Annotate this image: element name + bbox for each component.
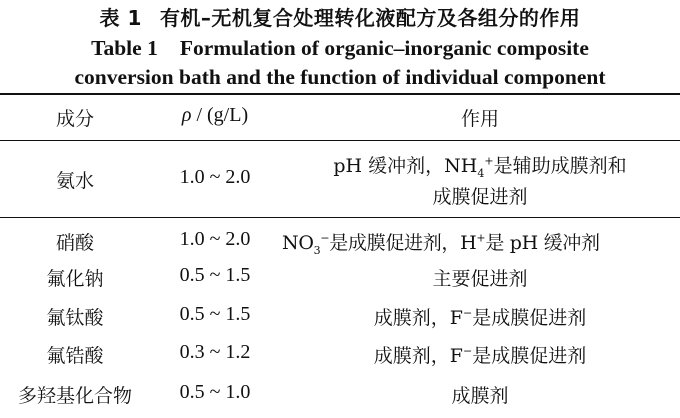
row-1-function-line2: 成膜促进剂 [432,186,528,208]
table-title-en-part1: Formulation of organic–inorganic composite [179,36,589,60]
row-2-function-suffix: 是 pH 缓冲剂 [485,232,600,254]
row-5-function-sup: − [462,344,473,358]
row-5-function-suffix: 是成膜促进剂 [472,345,587,367]
header-component: 成分 [55,108,94,130]
row-5-component: 氟锆酸 [46,345,104,367]
row-2-concentration: 1.0 ~ 2.0 [179,228,251,250]
row-1-function-prefix: pH 缓冲剂，NH [333,155,478,177]
row-4-function-suffix: 是成膜促进剂 [472,307,587,329]
row-2-function-middle: 是成膜促进剂，H [329,232,477,254]
header-concentration [150,104,280,127]
row-2-component: 硝酸 [55,232,94,254]
concentration-unit: / (g/L) [191,104,249,126]
row-3-component: 氟化钠 [46,268,104,290]
row-4-function-sup: − [462,306,473,320]
table-caption-en-line1 [0,34,680,63]
row-5-function [280,341,680,368]
row-6-component: 多羟基化合物 [17,385,132,407]
table-title-en-part2: conversion bath and the function of individual component [74,65,606,89]
row-2-function-sub: 3 [313,243,321,257]
table-number-en: Table 1 [91,36,158,60]
row-1-function-line1 [280,151,680,180]
row-4-concentration: 0.5 ~ 1.5 [179,303,251,325]
top-rule [0,93,680,95]
row-4-function-prefix: 成膜剂，F [373,307,463,329]
row-4-component: 氟钛酸 [46,307,104,329]
table-caption-en [0,34,680,92]
group-divider [0,217,680,218]
row-2-function-prefix: NO [282,232,314,254]
row-1-component: 氨水 [55,170,94,192]
row-2-function-sup2: + [476,231,486,245]
rho-symbol: ρ [181,104,192,126]
row-5-function-prefix: 成膜剂，F [373,345,463,367]
row-6-function: 成膜剂 [451,385,509,407]
header-rule [0,140,680,141]
row-4-function [280,303,680,330]
row-1-function-sub: 4 [477,166,485,180]
table-title-cn: 有机–无机复合处理转化液配方及各组分的作用 [159,6,581,30]
row-2-function-sup: − [320,231,330,245]
row-5-concentration: 0.3 ~ 1.2 [179,341,251,363]
row-1-function-suffix: 是辅助成膜剂和 [493,155,627,177]
row-3-function: 主要促进剂 [432,268,528,290]
row-3-concentration: 0.5 ~ 1.5 [179,264,251,286]
row-1-concentration: 1.0 ~ 2.0 [179,166,251,188]
row-1-function-sup: + [484,154,494,168]
table-caption-cn [0,2,680,31]
row-6-concentration: 0.5 ~ 1.0 [179,381,251,403]
row-2-function [282,228,680,257]
header-function: 作用 [460,108,499,130]
table-number-cn: 表 1 [99,6,142,30]
